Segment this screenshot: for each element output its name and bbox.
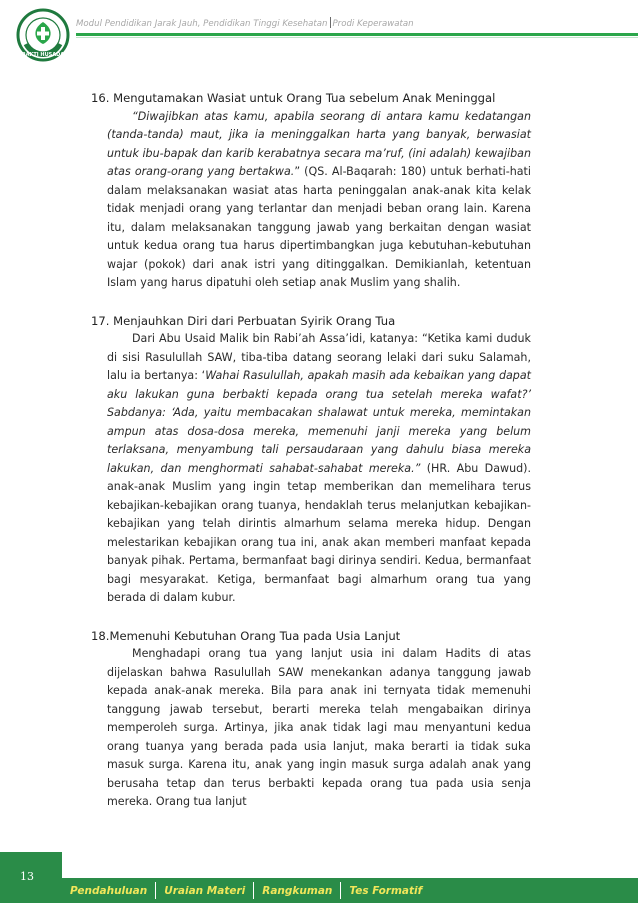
nav-rangkuman[interactable]: Rangkuman bbox=[262, 884, 333, 897]
footer-nav bbox=[62, 878, 430, 903]
nav-uraian-materi[interactable]: Uraian Materi bbox=[164, 884, 246, 897]
section-18 bbox=[91, 627, 531, 812]
bakti-husada-logo bbox=[16, 8, 70, 62]
nav-pendahuluan[interactable]: Pendahuluan bbox=[70, 884, 148, 897]
section-title: 17. Menjauhkan Diri dari Perbuatan Syirik Orang Tua bbox=[91, 313, 396, 328]
header-rule-light bbox=[76, 37, 638, 38]
paragraph-text: Menghadapi orang tua yang lanjut usia ini dalam Hadits di atas dijelaskan bahwa Rasulullah SAW menekankan adanya tanggung jawab kepada anak-anak mereka. Bila para anak ini ternyata tidak memenuhi tanggung jawab tersebut, berarti mereka telah mengabaikan dirinya memperoleh surga. Artinya, jika anak tidak lagi mau menyantuni kedua orang tuanya yang berada pada usia lanjut, maka berarti ia tidak suka masuk surga. Karena itu, anak yang ingin masuk surga adalah anak yang berusaha tetap dan terus berbakti kepada orang tua pada usia senja mereka. Orang tua lanjut bbox=[107, 647, 531, 808]
section-title: 18.Memenuhi Kebutuhan Orang Tua pada Usia Lanjut bbox=[91, 628, 401, 643]
nav-tes-formatif[interactable]: Tes Formatif bbox=[349, 884, 423, 897]
paragraph-text: Dari Abu Usaid Malik bin Rabi’ah Assa’idi, katanya: “Ketika kami duduk di sisi Rasulullah SAW, tiba-tiba datang seorang lelaki dari suku Salamah, lalu ia bertanya: ‘ bbox=[107, 332, 531, 382]
section-17 bbox=[91, 312, 531, 608]
section-paragraph bbox=[91, 330, 531, 608]
paragraph-text-tail: (HR. Abu Dawud). anak-anak Muslim yang ingin tetap memberikan dan memelihara terus kebajikan-kebajikan orang tuanya, hendaklah terus melanjutkan kebajikan-kebajikan yang telah dirintis almarhum selama mereka hidup. Dengan melestarikan kebajikan orang tua ini, anak akan memberi manfaat kepada banyak pihak. Pertama, bermanfaat bagi dirinya sendiri. Kedua, bermanfaat bagi mesyarakat. Ketiga, bermanfaat bagi almarhum orang tua yang berada di dalam kubur. bbox=[107, 461, 531, 604]
quote-italic: “Diwajibkan atas kamu, apabila seorang di antara kamu kedatangan (tanda-tanda) maut, jika ia meninggalkan harta yang banyak, berwasiat untuk ibu-bapak dan karib kerabatnya secara ma’ruf, (ini adalah) kewajiban atas orang-orang yang bertakwa. bbox=[107, 109, 531, 178]
section-paragraph bbox=[91, 645, 531, 812]
section-paragraph bbox=[91, 108, 531, 293]
header-separator bbox=[330, 17, 331, 28]
running-header bbox=[76, 17, 414, 29]
page-content bbox=[91, 89, 531, 831]
paragraph-text: ” (QS. Al-Baqarah: 180) untuk berhati-hati dalam melaksanakan wasiat atas harta peninggalan anak-anak kita kelak tidak menjadi orang yang terlantar dan menjadi beban orang lain. Karena itu, dalam melaksanakan tanggung jawab yang berkaitan dengan wasiat untuk kedua orang tua harus dipertimbangkan juga kebutuhan-kebutuhan wajar (pokok) dari anak istri yang ditinggalkan. Demikianlah, ketentuan Islam yang harus dipatuhi oleh setiap anak Muslim yang shalih. bbox=[107, 165, 531, 289]
page-number: 13 bbox=[20, 870, 34, 883]
header-module-title: Modul Pendidikan Jarak Jauh, Pendidikan Tinggi Kesehatan bbox=[76, 19, 328, 29]
header-rule bbox=[76, 33, 638, 36]
section-title: 16. Mengutamakan Wasiat untuk Orang Tua sebelum Anak Meninggal bbox=[91, 91, 496, 105]
section-16 bbox=[91, 89, 531, 293]
quote-italic: Wahai Rasulullah, apakah masih ada kebaikan yang dapat aku lakukan guna berbakti kepada orang tua setelah mereka wafat?’ Sabdanya: ‘Ada, yaitu membacakan shalawat untuk mereka, memintakan ampun atas dosa-dosa mereka, memenuhi janji mereka yang belum terlaksana, menyambung tali persaudaraan yang dahulu biasa mereka lakukan, dan menghormati sahabat-sahabat mereka.” bbox=[107, 369, 531, 475]
logo-text: BAKTI HUSADA bbox=[21, 52, 65, 58]
header-program: Prodi Keperawatan bbox=[332, 19, 414, 29]
